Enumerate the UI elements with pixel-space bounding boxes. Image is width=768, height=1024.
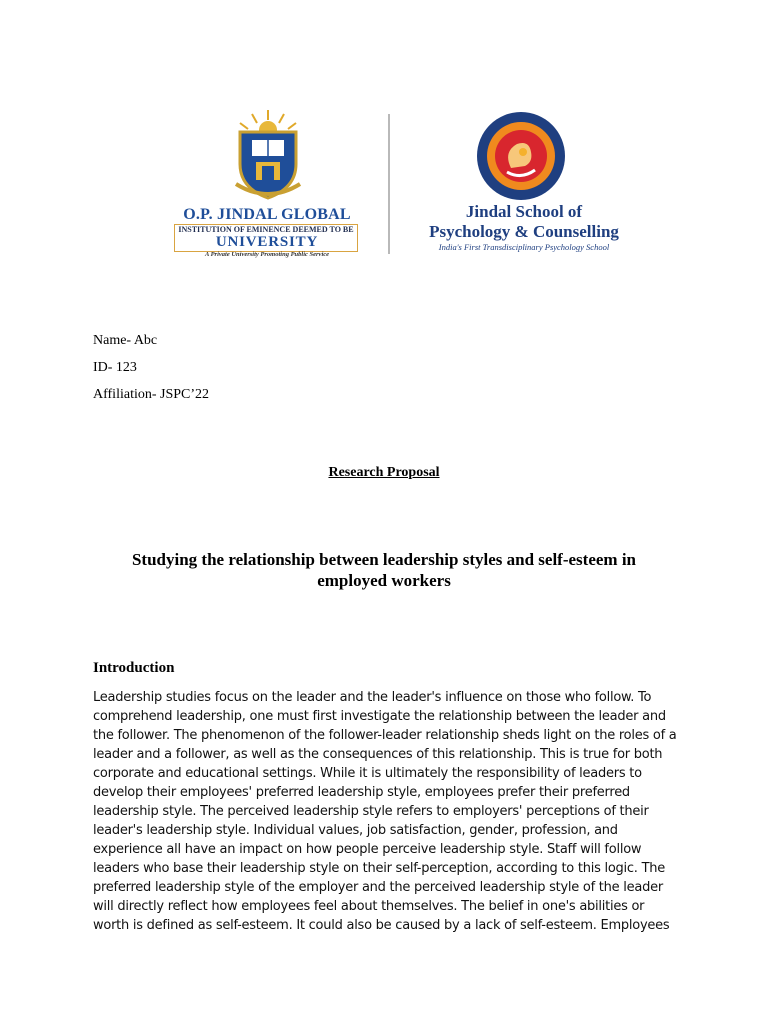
eminence-text: INSTITUTION OF EMINENCE DEEMED TO BE bbox=[178, 225, 354, 234]
author-affiliation: Affiliation- JSPC’22 bbox=[93, 387, 210, 402]
proposal-title: Studying the relationship between leadership styles and self-esteem in employed workers bbox=[131, 550, 637, 590]
school-name-line-1: Jindal School of bbox=[465, 202, 583, 221]
university-name: O.P. JINDAL GLOBAL bbox=[183, 206, 351, 223]
introduction-heading: Introduction bbox=[93, 660, 175, 676]
document-type-heading: Research Proposal bbox=[328, 465, 440, 480]
op-jindal-global-university-logo bbox=[170, 108, 364, 260]
psychology-school-badge-icon bbox=[473, 110, 569, 202]
jindal-school-of-psychology-logo bbox=[410, 110, 638, 260]
author-name: Name- Abc bbox=[93, 333, 158, 348]
university-crest-icon bbox=[226, 108, 310, 204]
author-id: ID- 123 bbox=[93, 360, 137, 375]
university-tagline: A Private University Promoting Public Service bbox=[204, 251, 330, 258]
university-word: UNIVERSITY bbox=[215, 234, 319, 250]
school-tagline: India's First Transdisciplinary Psychology School bbox=[438, 242, 610, 252]
introduction-paragraph: Leadership studies focus on the leader and the leader's influence on those who follow. To comprehend leadership, one must first investigate the relationship between the leader and the follower. The phenomenon of the follower-leader relationship sheds light on the roles of a leader and a follower, as well as the consequences of this relationship. This is true for both corporate and educational settings. While it is ultimately the responsibility of leaders to develop their employees' preferred leadership style, employees prefer their preferred leadership style. The perceived leadership style refers to employers' perceptions of their leader's leadership style. Individual values, job satisfaction, gender, profession, and experience all have an impact on how people perceive leadership style. Staff will follow leaders who base their leadership style on their self-perception, according to this logic. The preferred leadership style of the employer and the perceived leadership style of the leader will directly reflect how employees feel about themselves. The belief in one's abilities or worth is defined as self-esteem. It could also be caused by a lack of self-esteem. Employees bbox=[93, 690, 677, 933]
logo-divider bbox=[388, 114, 390, 254]
school-name-line-2: Psychology & Counselling bbox=[429, 222, 619, 241]
